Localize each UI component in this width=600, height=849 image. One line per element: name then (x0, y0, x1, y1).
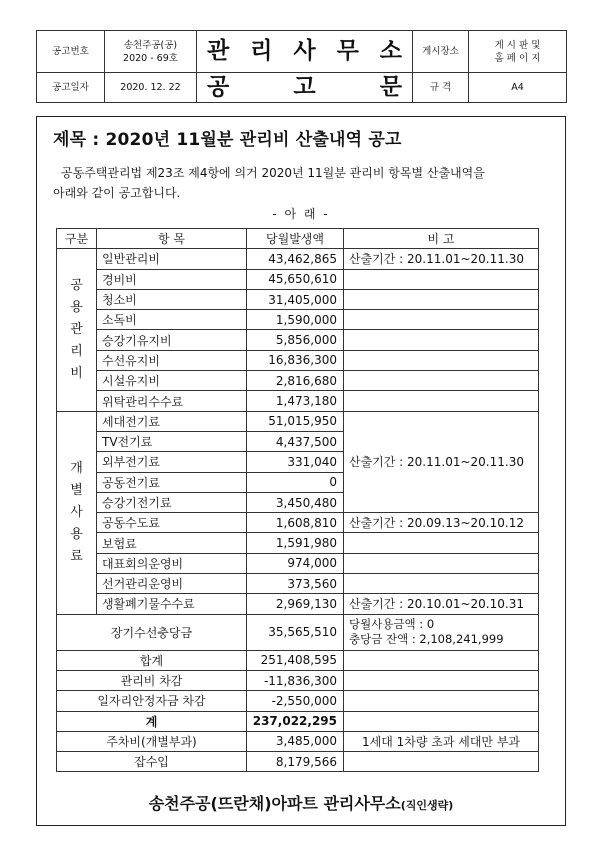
sum-amount: 251,408,595 (247, 650, 344, 670)
note-cell (344, 350, 539, 370)
table-row (57, 594, 539, 614)
reserve-note (344, 614, 539, 650)
amount-cell: 1,590,000 (247, 310, 344, 330)
amount-cell: 51,015,950 (247, 411, 344, 431)
table-row-sum (57, 650, 539, 670)
amount-cell: 974,000 (247, 553, 344, 573)
item-cell: TV전기료 (97, 431, 247, 451)
size-label: 규 격 (413, 73, 469, 103)
note-cell (344, 711, 539, 731)
deduct-amount: -2,550,000 (247, 691, 344, 711)
amount-cell: 1,591,980 (247, 533, 344, 553)
notice-number-line1: 송천주공(공) (123, 39, 178, 51)
item-cell: 승강기유지비 (97, 330, 247, 350)
post-place-line1: 게 시 판 및 (494, 39, 541, 51)
note-cell (344, 650, 539, 670)
parking-note: 1세대 1차량 초과 세대만 부과 (344, 731, 539, 751)
note-cell (344, 574, 539, 594)
misc-label: 잡수입 (57, 752, 247, 772)
intro-line1: 공동주택관리법 제23조 제4항에 의거 2020년 11월분 관리비 항목별 산출내역을 (61, 166, 485, 180)
below-marker: - 아 래 - (272, 207, 330, 221)
table-row-deduct (57, 670, 539, 690)
note-cell (344, 553, 539, 573)
notice-intro (53, 163, 557, 203)
notice-number-label: 공고번호 (37, 31, 105, 73)
parking-label: 주차비(개별부과) (57, 731, 247, 751)
amount-cell: 16,836,300 (247, 350, 344, 370)
table-row (57, 371, 539, 391)
notice-number-value (105, 31, 197, 73)
deduct-label: 관리비 차감 (57, 670, 247, 690)
item-cell: 공동수도료 (97, 513, 247, 533)
size-value: A4 (469, 73, 567, 103)
office-title-char: 사 (293, 38, 316, 64)
parking-amount: 3,485,000 (247, 731, 344, 751)
table-row-parking (57, 731, 539, 751)
table-row (57, 553, 539, 573)
amount-cell: 1,473,180 (247, 391, 344, 411)
table-row-deduct (57, 691, 539, 711)
deduct-amount: -11,836,300 (247, 670, 344, 690)
item-cell: 청소비 (97, 289, 247, 309)
notice-body (36, 116, 566, 826)
note-cell (344, 330, 539, 350)
reserve-note-line2: 충당금 잔액 : 2,108,241,999 (349, 632, 504, 647)
item-cell: 선거관리운영비 (97, 574, 247, 594)
table-row (57, 513, 539, 533)
note-cell (344, 371, 539, 391)
amount-cell: 31,405,000 (247, 289, 344, 309)
note-cell: 산출기간 : 20.11.01~20.11.30 (344, 411, 539, 512)
note-cell (344, 691, 539, 711)
table-row-misc (57, 752, 539, 772)
note-cell (344, 670, 539, 690)
header-category: 구분 (57, 229, 97, 249)
amount-cell: 373,560 (247, 574, 344, 594)
item-cell: 경비비 (97, 269, 247, 289)
header-item: 항 목 (97, 229, 247, 249)
notice-date-label: 공고일자 (37, 73, 105, 103)
table-row (57, 249, 539, 269)
post-place-line2: 홈 페 이 지 (494, 52, 541, 64)
amount-cell: 331,040 (247, 452, 344, 472)
table-row (57, 330, 539, 350)
amount-cell: 43,462,865 (247, 249, 344, 269)
seal-omitted-note: (직인생략) (400, 799, 454, 812)
table-row (57, 391, 539, 411)
notice-doc-title (197, 73, 413, 103)
item-cell: 위탁관리수수료 (97, 391, 247, 411)
total-amount: 237,022,295 (247, 711, 344, 731)
notice-title-char: 공 (207, 74, 230, 100)
sum-label: 합계 (57, 650, 247, 670)
office-title-char: 관 (207, 38, 230, 64)
item-cell: 소독비 (97, 310, 247, 330)
header-note: 비 고 (344, 229, 539, 249)
post-place-label: 게시장소 (413, 31, 469, 73)
note-cell: 산출기간 : 20.10.01~20.10.31 (344, 594, 539, 614)
amount-cell: 3,450,480 (247, 492, 344, 512)
notice-title-char: 고 (293, 74, 316, 100)
table-row (57, 269, 539, 289)
issuer-name: 송천주공(뜨란채)아파트 관리사무소 (148, 794, 401, 813)
amount-cell: 45,650,610 (247, 269, 344, 289)
misc-amount: 8,179,566 (247, 752, 344, 772)
note-cell (344, 310, 539, 330)
item-cell: 외부전기료 (97, 452, 247, 472)
deduct-label: 일자리안정자금 차감 (57, 691, 247, 711)
item-cell: 수선유지비 (97, 350, 247, 370)
table-row (57, 574, 539, 594)
item-cell: 세대전기료 (97, 411, 247, 431)
office-title-char: 소 (379, 38, 402, 64)
group-common-label: 공용관리비 (70, 277, 83, 381)
amount-cell: 1,608,810 (247, 513, 344, 533)
fee-table (56, 228, 539, 772)
office-title (197, 31, 413, 73)
office-title-char: 무 (336, 38, 359, 64)
office-title-char: 리 (250, 38, 273, 64)
note-cell (344, 269, 539, 289)
notice-date-value: 2020. 12. 22 (105, 73, 197, 103)
note-cell (344, 391, 539, 411)
reserve-amount: 35,565,510 (247, 614, 344, 650)
notice-number-line2: 2020 - 69호 (123, 52, 178, 64)
amount-cell: 2,969,130 (247, 594, 344, 614)
notice-subject: 제목 : 2020년 11월분 관리비 산출내역 공고 (53, 130, 402, 150)
amount-cell: 0 (247, 472, 344, 492)
item-cell: 공동전기료 (97, 472, 247, 492)
note-cell (344, 533, 539, 553)
reserve-note-line1: 당월사용금액 : 0 (349, 617, 435, 632)
table-row (57, 310, 539, 330)
group-individual-label: 개별사용료 (70, 460, 83, 564)
table-row (57, 533, 539, 553)
post-place-value (469, 31, 567, 73)
notice-header-table (36, 30, 567, 103)
item-cell: 보험료 (97, 533, 247, 553)
item-cell: 일반관리비 (97, 249, 247, 269)
intro-line2: 아래와 같이 공고합니다. (53, 186, 181, 200)
note-cell: 산출기간 : 20.11.01~20.11.30 (344, 249, 539, 269)
amount-cell: 4,437,500 (247, 431, 344, 451)
group-individual (57, 411, 97, 614)
amount-cell: 5,856,000 (247, 330, 344, 350)
table-row (57, 411, 539, 431)
note-cell (344, 289, 539, 309)
item-cell: 생활폐기물수수료 (97, 594, 247, 614)
amount-cell: 2,816,680 (247, 371, 344, 391)
group-common (57, 249, 97, 411)
note-cell: 산출기간 : 20.09.13~20.10.12 (344, 513, 539, 533)
table-header-row (57, 229, 539, 249)
table-row-total (57, 711, 539, 731)
total-label: 계 (57, 711, 247, 731)
note-cell (344, 752, 539, 772)
item-cell: 승강기전기료 (97, 492, 247, 512)
table-row-reserve (57, 614, 539, 650)
header-amount: 당월발생액 (247, 229, 344, 249)
issuer-footer (37, 791, 565, 814)
table-row (57, 289, 539, 309)
table-row (57, 350, 539, 370)
item-cell: 시설유지비 (97, 371, 247, 391)
item-cell: 대표회의운영비 (97, 553, 247, 573)
notice-title-char: 문 (379, 74, 402, 100)
reserve-label: 장기수선충당금 (57, 614, 247, 650)
